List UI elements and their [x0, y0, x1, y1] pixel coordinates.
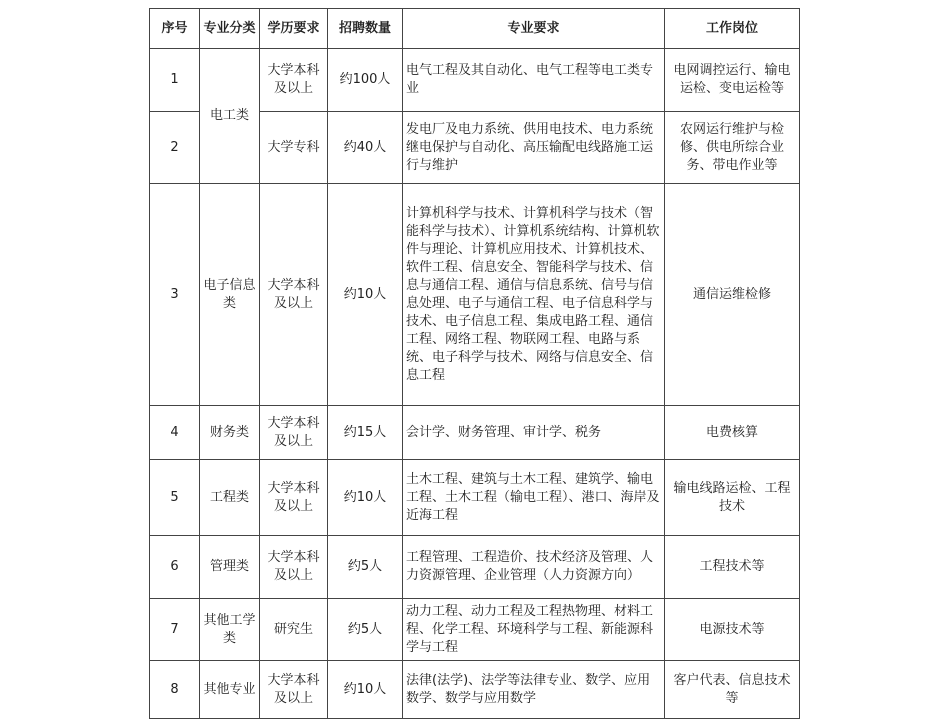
table-row [150, 536, 800, 599]
table-row [150, 49, 800, 112]
row-no: 5 [150, 460, 200, 536]
row-major: 发电厂及电力系统、供用电技术、电力系统继电保护与自动化、高压输配电线路施工运行与维护 [403, 112, 665, 184]
row-major: 会计学、财务管理、审计学、税务 [403, 406, 665, 460]
header-category: 专业分类 [200, 9, 260, 49]
header-position: 工作岗位 [665, 9, 800, 49]
row-category: 电子信息类 [200, 184, 260, 406]
row-no: 7 [150, 599, 200, 661]
row-count: 约5人 [328, 536, 403, 599]
row-education: 大学本科及以上 [260, 406, 328, 460]
row-category: 财务类 [200, 406, 260, 460]
row-category: 电工类 [200, 49, 260, 184]
row-position: 电费核算 [665, 406, 800, 460]
row-no: 3 [150, 184, 200, 406]
row-education: 大学专科 [260, 112, 328, 184]
row-education: 研究生 [260, 599, 328, 661]
table-row [150, 460, 800, 536]
row-no: 6 [150, 536, 200, 599]
header-education: 学历要求 [260, 9, 328, 49]
row-no: 1 [150, 49, 200, 112]
row-position: 农网运行维护与检修、供电所综合业务、带电作业等 [665, 112, 800, 184]
table-row [150, 599, 800, 661]
row-no: 4 [150, 406, 200, 460]
row-major: 工程管理、工程造价、技术经济及管理、人力资源管理、企业管理（人力资源方向） [403, 536, 665, 599]
row-position: 客户代表、信息技术等 [665, 661, 800, 719]
row-position: 电网调控运行、输电运检、变电运检等 [665, 49, 800, 112]
row-category: 工程类 [200, 460, 260, 536]
row-major: 计算机科学与技术、计算机科学与技术（智能科学与技术）、计算机系统结构、计算机软件与理论、计算机应用技术、计算机技术、软件工程、信息安全、智能科学与技术、信息与通信工程、通信与信息系统、信号与信息处理、电子与通信工程、电子信息科学与技术、电子信息工程、集成电路工程、通信工程、网络工程、物联网工程、电路与系统、电子科学与技术、网络与信息安全、信息工程 [403, 184, 665, 406]
header-major: 专业要求 [403, 9, 665, 49]
table-row [150, 661, 800, 719]
row-education: 大学本科及以上 [260, 184, 328, 406]
row-no: 2 [150, 112, 200, 184]
row-major: 电气工程及其自动化、电气工程等电工类专业 [403, 49, 665, 112]
row-education: 大学本科及以上 [260, 49, 328, 112]
row-position: 输电线路运检、工程技术 [665, 460, 800, 536]
header-count: 招聘数量 [328, 9, 403, 49]
table-row [150, 184, 800, 406]
row-education: 大学本科及以上 [260, 460, 328, 536]
row-count: 约15人 [328, 406, 403, 460]
row-category: 其他专业 [200, 661, 260, 719]
recruitment-table [149, 8, 800, 719]
row-position: 通信运维检修 [665, 184, 800, 406]
row-category: 管理类 [200, 536, 260, 599]
row-education: 大学本科及以上 [260, 536, 328, 599]
header-row [150, 9, 800, 49]
row-count: 约40人 [328, 112, 403, 184]
table-row [150, 406, 800, 460]
row-major: 动力工程、动力工程及工程热物理、材料工程、化学工程、环境科学与工程、新能源科学与工程 [403, 599, 665, 661]
row-position: 电源技术等 [665, 599, 800, 661]
row-category: 其他工学类 [200, 599, 260, 661]
row-count: 约100人 [328, 49, 403, 112]
row-no: 8 [150, 661, 200, 719]
row-count: 约10人 [328, 661, 403, 719]
row-count: 约10人 [328, 460, 403, 536]
row-position: 工程技术等 [665, 536, 800, 599]
header-no: 序号 [150, 9, 200, 49]
row-count: 约5人 [328, 599, 403, 661]
row-count: 约10人 [328, 184, 403, 406]
row-major: 法律(法学)、法学等法律专业、数学、应用数学、数学与应用数学 [403, 661, 665, 719]
row-major: 土木工程、建筑与土木工程、建筑学、输电工程、土木工程（输电工程）、港口、海岸及近海工程 [403, 460, 665, 536]
row-education: 大学本科及以上 [260, 661, 328, 719]
